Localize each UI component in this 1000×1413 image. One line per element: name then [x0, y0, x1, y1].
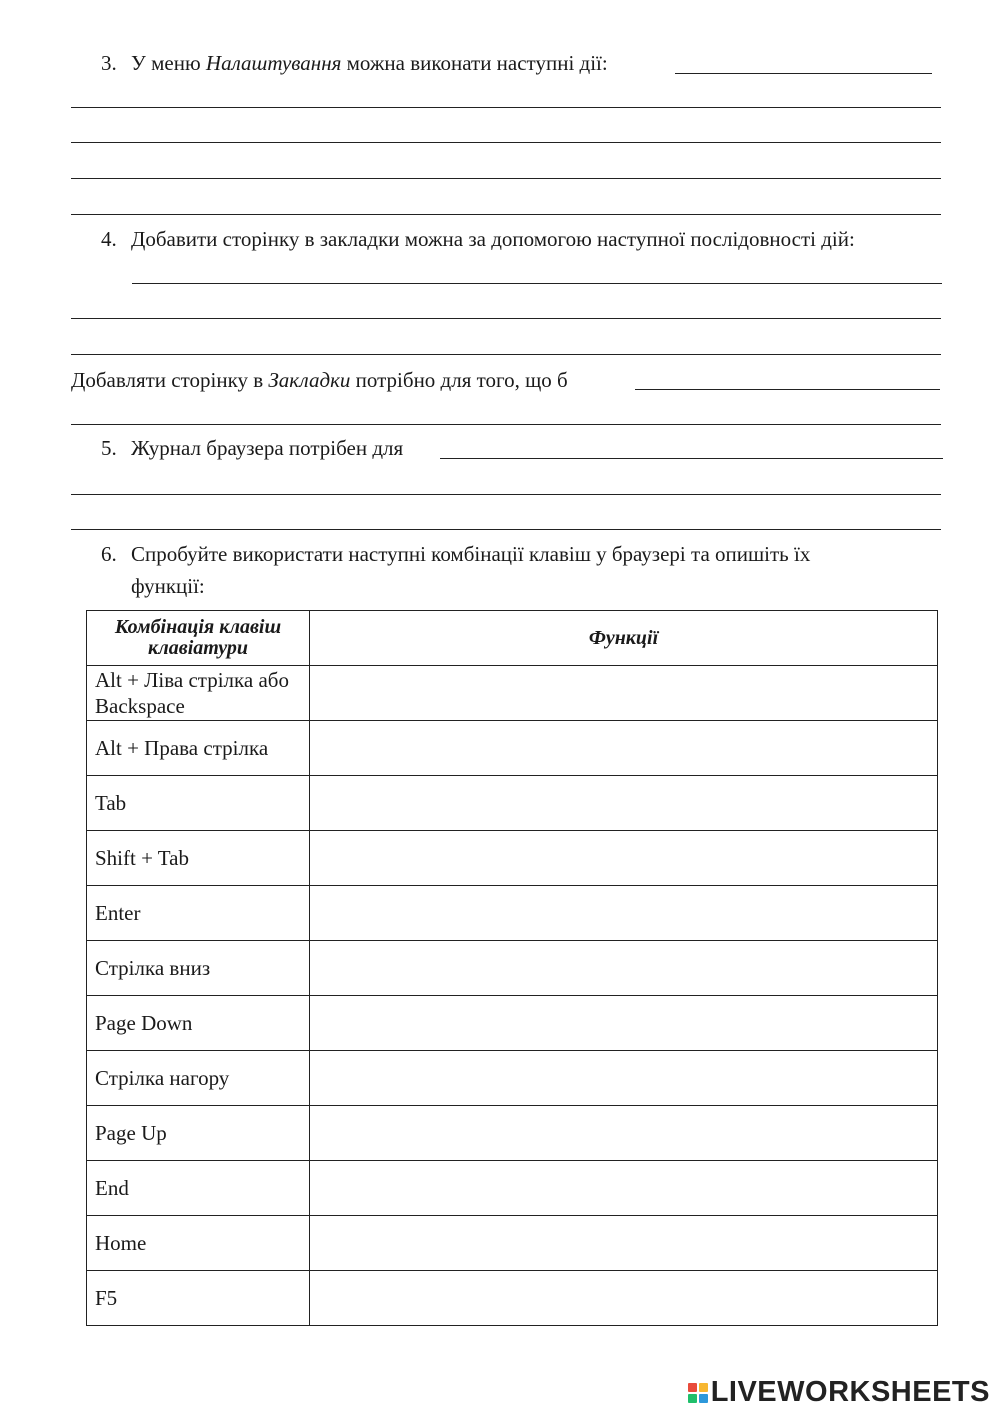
question-text: У меню: [131, 51, 206, 75]
answer-line-q5-1[interactable]: [71, 494, 941, 495]
answer-line-q3-1[interactable]: [71, 107, 941, 108]
key-combination-cell: Page Up: [87, 1106, 310, 1161]
answer-line-q4-1[interactable]: [132, 283, 942, 284]
key-combination-cell: F5: [87, 1271, 310, 1326]
liveworksheets-logo: [688, 1376, 990, 1409]
question-text-line-1: Спробуйте використати наступні комбінації клавіш у браузері та опишіть їх: [131, 542, 811, 566]
answer-line-q3-3[interactable]: [71, 178, 941, 179]
key-combination-cell: Стрілка нагору: [87, 1051, 310, 1106]
answer-blank-q5-inline[interactable]: [440, 458, 943, 459]
question-text: Добавити сторінку в закладки можна за допомогою наступної послідовності дій:: [131, 227, 855, 251]
key-combination-cell: Home: [87, 1216, 310, 1271]
answer-line-q4-3[interactable]: [71, 354, 941, 355]
function-answer-cell[interactable]: [310, 996, 938, 1051]
function-answer-cell[interactable]: [310, 666, 938, 721]
function-answer-cell[interactable]: [310, 1161, 938, 1216]
table-row: [87, 721, 938, 776]
logo-icon: [688, 1383, 708, 1403]
table-row: [87, 1051, 938, 1106]
table-row: [87, 666, 938, 721]
table-row: [87, 886, 938, 941]
answer-blank-q4-inline[interactable]: [635, 389, 940, 390]
answer-line-q4-4[interactable]: [71, 424, 941, 425]
function-answer-cell[interactable]: [310, 1051, 938, 1106]
answer-line-q3-4[interactable]: [71, 214, 941, 215]
table-row: [87, 941, 938, 996]
function-answer-cell[interactable]: [310, 721, 938, 776]
key-combination-cell: Tab: [87, 776, 310, 831]
function-answer-cell[interactable]: [310, 1216, 938, 1271]
function-answer-cell[interactable]: [310, 941, 938, 996]
col-header-combination: Комбінація клавіш клавіатури: [87, 611, 310, 666]
question-number: 6.: [101, 542, 117, 566]
question-number: 5.: [101, 436, 117, 460]
table-row: [87, 1106, 938, 1161]
question-4-followup: [71, 367, 568, 393]
question-text: Журнал браузера потрібен для: [131, 436, 404, 460]
table-row: [87, 1216, 938, 1271]
question-6: [101, 541, 810, 567]
key-combination-cell: Page Down: [87, 996, 310, 1051]
key-combination-cell: Alt + Права стрілка: [87, 721, 310, 776]
function-answer-cell[interactable]: [310, 831, 938, 886]
key-combination-cell: Стрілка вниз: [87, 941, 310, 996]
followup-text-rest: потрібно для того, що б: [350, 368, 568, 392]
question-6-line-2: функції:: [131, 574, 205, 598]
function-answer-cell[interactable]: [310, 1271, 938, 1326]
question-number: 3.: [101, 51, 117, 75]
settings-menu-name: Налаштування: [205, 51, 342, 75]
answer-line-q3-2[interactable]: [71, 142, 941, 143]
table-row: [87, 776, 938, 831]
function-answer-cell[interactable]: [310, 776, 938, 831]
table-row: [87, 831, 938, 886]
question-5: [101, 435, 403, 461]
col-header-functions: Функції: [310, 611, 938, 666]
answer-line-q4-2[interactable]: [71, 318, 941, 319]
question-number: 4.: [101, 227, 117, 251]
function-answer-cell[interactable]: [310, 1106, 938, 1161]
answer-line-q5-2[interactable]: [71, 529, 941, 530]
bookmarks-name: Закладки: [268, 368, 351, 392]
table-header-row: [87, 611, 938, 666]
table-row: [87, 1161, 938, 1216]
followup-text: Добавляти сторінку в: [71, 368, 269, 392]
shortcuts-table: [86, 610, 938, 1326]
table-row: [87, 996, 938, 1051]
answer-blank-q3-inline[interactable]: [675, 73, 932, 74]
key-combination-cell: End: [87, 1161, 310, 1216]
question-text-rest: можна виконати наступні дії:: [341, 51, 608, 75]
table-row: [87, 1271, 938, 1326]
function-answer-cell[interactable]: [310, 886, 938, 941]
key-combination-cell: Alt + Ліва стрілка або Backspace: [87, 666, 310, 721]
question-3: [101, 50, 608, 76]
key-combination-cell: Shift + Tab: [87, 831, 310, 886]
key-combination-cell: Enter: [87, 886, 310, 941]
question-4: [101, 226, 855, 252]
brand-name: LIVEWORKSHEETS: [710, 1376, 990, 1408]
